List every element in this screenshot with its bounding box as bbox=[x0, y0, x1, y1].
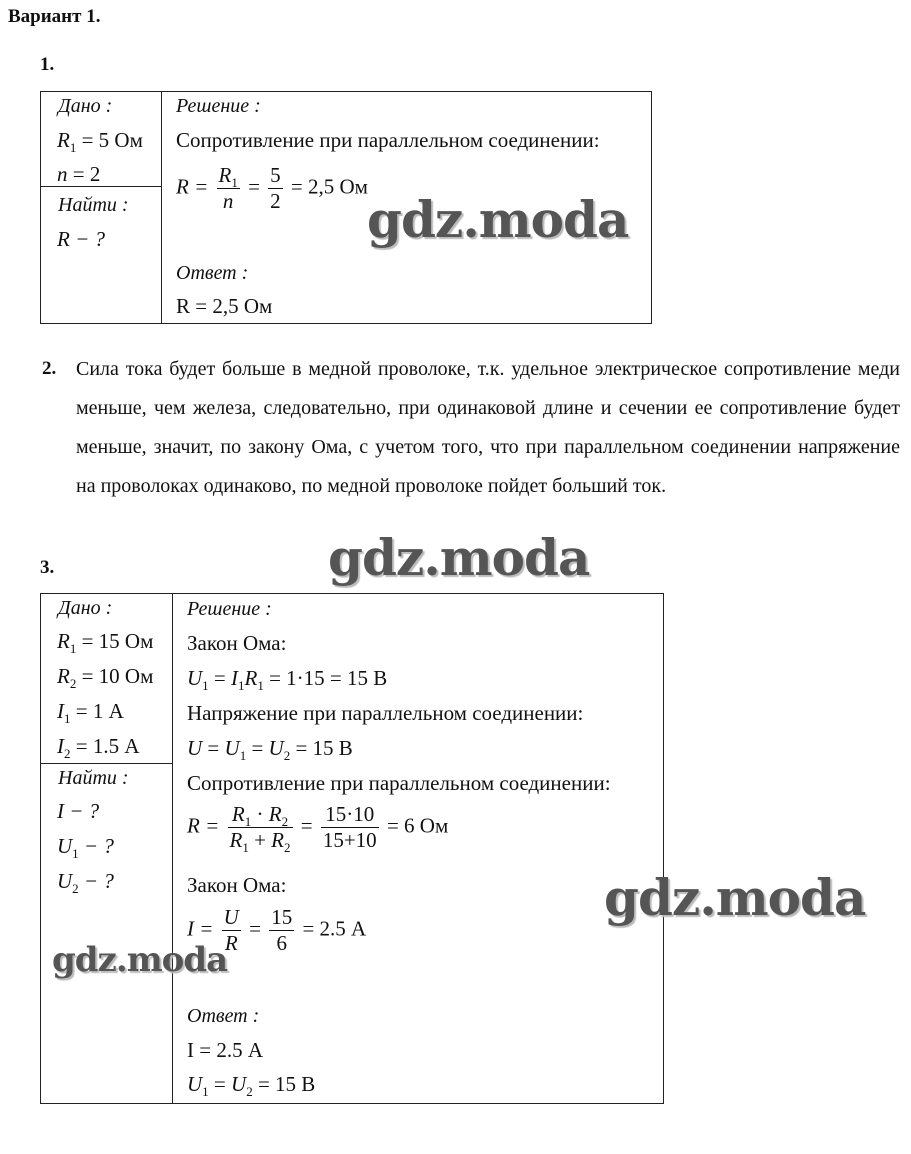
task1-given-r1: $R_1 = 5$ Ом bbox=[57, 128, 143, 155]
task3-number: 3. bbox=[40, 557, 55, 578]
page-title: Вариант 1. bbox=[8, 6, 101, 27]
task3-ohm-law: Закон Ома: bbox=[187, 631, 287, 655]
task1-solution-header: Решение : bbox=[176, 95, 261, 117]
task3-given-header: Дано : bbox=[58, 597, 113, 619]
task1-given-divider bbox=[41, 186, 161, 187]
watermark: gdz.moda bbox=[367, 190, 629, 249]
task3-eq1: $U_1 = I_1R_1 = 1\cdot 15 = 15$ В bbox=[187, 666, 388, 693]
task1-answer: R = 2,5 Ом bbox=[176, 294, 273, 318]
task1-answer-header: Ответ : bbox=[176, 262, 249, 284]
task3-given-r1: $R_1 = 15$ Ом bbox=[57, 629, 154, 656]
watermark: gdz.moda bbox=[52, 940, 228, 980]
task3-eq2: $U = U_1 = U_2 = 15$ В bbox=[187, 736, 353, 763]
task3-parallel-resistance: Сопротивление при параллельном соединении: bbox=[187, 771, 611, 795]
task3-find-u1: $U_1$ − ? bbox=[57, 834, 114, 861]
task3-answer-1: I = 2.5 А bbox=[187, 1038, 264, 1062]
task3-given-r2: $R_2 = 10$ Ом bbox=[57, 664, 154, 691]
task1-given-header: Дано : bbox=[58, 95, 113, 117]
task1-given-n: n = 2 bbox=[57, 162, 101, 186]
watermark: gdz.moda bbox=[328, 528, 590, 587]
task1-divider bbox=[161, 92, 162, 323]
task3-ohm-law-2: Закон Ома: bbox=[187, 873, 287, 897]
task3-eq3: R = $\frac{R_1 \cdot R_2}{R_1 + R_2}$ = $\frac{15\cdot 10}{15+10}$ = 6 Ом bbox=[187, 802, 449, 855]
task3-find-i: I − ? bbox=[57, 799, 100, 823]
task1-formula: R = $\frac{R_1}{n}$ = $\frac{5}{2}$ = 2,5 Ом bbox=[176, 163, 368, 213]
task1-find-header: Найти : bbox=[58, 194, 129, 216]
task3-given-i1: $I_1 = 1$ А bbox=[57, 699, 124, 726]
task3-answer-2: $U_1 = U_2 = 15$ В bbox=[187, 1072, 316, 1099]
task3-eq4: I = $\frac{U}{R}$ = $\frac{15}{6}$ = 2.5 А bbox=[187, 905, 367, 955]
task3-divider bbox=[172, 594, 173, 1103]
task2-number: 2. bbox=[42, 358, 57, 379]
watermark: gdz.moda bbox=[604, 868, 866, 927]
task3-find-header: Найти : bbox=[58, 767, 129, 789]
task1-solution-text: Сопротивление при параллельном соединении: bbox=[176, 128, 600, 152]
task3-solution-header: Решение : bbox=[187, 598, 272, 620]
task3-answer-header: Ответ : bbox=[187, 1005, 260, 1027]
task1-number: 1. bbox=[40, 54, 55, 75]
task1-find-r: R − ? bbox=[57, 227, 105, 251]
task3-given-i2: $I_2 = 1.5$ А bbox=[57, 734, 140, 761]
task3-find-u2: $U_2$ − ? bbox=[57, 869, 114, 896]
task3-parallel-voltage: Напряжение при параллельном соединении: bbox=[187, 701, 584, 725]
task2-text: Сила тока будет больше в медной проволоке, т.к. удельное электрическое сопротивление меди меньше, чем железа, следовательно, при одинаковой длине и сечении ее сопротивление будет меньше, значит, по закону Ома, с учетом того, что при параллельном соединении напряжение на проволоках одинаково, по медной проволоке пойдет больший ток. bbox=[76, 358, 900, 497]
task3-given-divider bbox=[41, 763, 172, 764]
